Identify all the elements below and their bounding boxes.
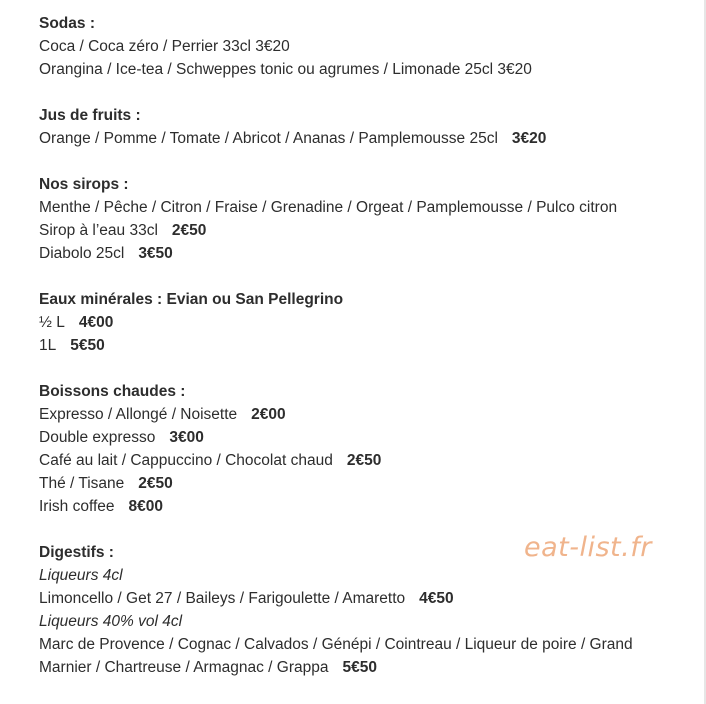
section-title: Eaux minérales : Evian ou San Pellegrino [39, 291, 344, 308]
item-price: 2€50 [138, 475, 173, 492]
section-sodas [39, 12, 679, 81]
section-title: Boissons chaudes : [39, 383, 186, 400]
item-text: Marnier / Chartreuse / Armagnac / Grappa [39, 659, 329, 676]
item-price: 4€50 [419, 590, 454, 607]
item-text: Menthe / Pêche / Citron / Fraise / Grenadine / Orgeat / Pamplemousse / Pulco citron [39, 199, 618, 216]
item-price: 5€50 [70, 337, 105, 354]
item-text: Marc de Provence / Cognac / Calvados / Génépi / Cointreau / Liqueur de poire / Grand [39, 636, 633, 653]
menu-line [39, 334, 679, 357]
menu-line [39, 127, 679, 150]
item-text: Double expresso [39, 429, 156, 446]
item-price: 3€50 [138, 245, 173, 262]
drinks-menu [39, 12, 679, 702]
section-boissons-chaudes [39, 380, 679, 518]
item-price: 2€50 [346, 452, 382, 469]
item-price: 3€20 [511, 130, 547, 147]
menu-line [39, 449, 679, 472]
item-text: Liqueurs 40% vol 4cl [39, 613, 183, 630]
menu-line [39, 587, 679, 610]
item-text: Diabolo 25cl [39, 245, 125, 262]
item-price: 4€00 [78, 314, 114, 331]
item-text: ½ L [39, 314, 65, 331]
section-title: Jus de fruits : [39, 107, 141, 124]
section-title: Nos sirops : [39, 176, 129, 193]
item-price: 3€00 [169, 429, 204, 446]
menu-line [39, 656, 679, 679]
menu-line [39, 403, 679, 426]
menu-line [39, 472, 679, 495]
item-text: Liqueurs 4cl [39, 567, 123, 584]
section-eaux-minerales [39, 288, 679, 357]
menu-line [39, 219, 679, 242]
section-jus-de-fruits [39, 104, 679, 150]
menu-line [39, 242, 679, 265]
item-price: 5€50 [342, 659, 377, 676]
menu-line [39, 58, 679, 81]
section-title: Digestifs : [39, 544, 114, 561]
menu-line [39, 196, 679, 219]
menu-line [39, 495, 679, 518]
menu-line [39, 426, 679, 449]
watermark-logo: eat-list.fr [524, 532, 652, 563]
menu-line [39, 35, 679, 58]
menu-line [39, 311, 679, 334]
section-sirops [39, 173, 679, 265]
item-text: Coca / Coca zéro / Perrier 33cl 3€20 [39, 38, 290, 55]
item-price: 2€00 [251, 406, 286, 423]
item-price: 2€50 [171, 222, 207, 239]
section-title: Sodas : [39, 15, 95, 32]
item-text: Thé / Tisane [39, 475, 125, 492]
menu-subheading [39, 564, 679, 587]
item-text: Limoncello / Get 27 / Baileys / Farigoulette / Amaretto [39, 590, 406, 607]
item-text: Orange / Pomme / Tomate / Abricot / Ananas / Pamplemousse 25cl [39, 130, 498, 147]
item-text: Orangina / Ice-tea / Schweppes tonic ou agrumes / Limonade 25cl 3€20 [39, 61, 532, 78]
item-price: 8€00 [128, 498, 164, 515]
item-text: Expresso / Allongé / Noisette [39, 406, 238, 423]
menu-line [39, 633, 679, 656]
item-text: Café au lait / Cappuccino / Chocolat chaud [39, 452, 333, 469]
item-text: Sirop à l’eau 33cl [39, 222, 158, 239]
menu-subheading [39, 610, 679, 633]
item-text: Irish coffee [39, 498, 115, 515]
item-text: 1L [39, 337, 57, 354]
